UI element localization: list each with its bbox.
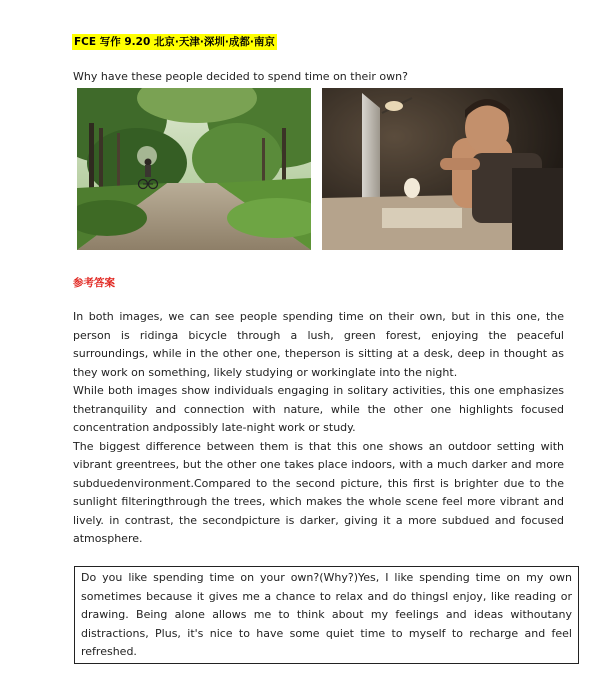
answer-body	[73, 308, 564, 549]
reference-answer-label: 参考答案	[73, 277, 115, 289]
boxed-answer: Do you like spending time on your own?(Why?)Yes, I like spending time on my own sometimes because it gives me a chance to relax and do thingsl enjoy, like reading or drawing. Being alone allows me to think about my feelings and ideas withoutany distractions, Plus, it's nice to have some quiet time to myself to recharge and feel refreshed.	[74, 566, 579, 664]
paragraph: In both images, we can see people spending time on their own, but in this one, the person is ridinga bicycle through a lush, green forest, enjoying the peaceful surroundings, while in the other one, theperson is sitting at a desk, deep in thought as they work on something, likely studying or workinglate into the night.	[73, 310, 564, 379]
paragraph: While both images show individuals engaging in solitary activities, this one emphasizes thetranquility and connection with nature, while the other one highlights focused concentration andpossibly late-night work or study.	[73, 384, 564, 434]
man-at-desk-photo	[322, 88, 563, 250]
question-text: Why have these people decided to spend time on their own?	[73, 70, 408, 83]
paragraph: The biggest difference between them is that this one shows an outdoor setting with vibrant greentrees, but the other one takes place indoors, with a much darker and more subduedenvironment.Compared to the second picture, this first is brighter due to the sunlight filteringthrough the trees, which makes the whole scene feel more vibrant and lively. in contrast, the secondpicture is darker, giving it a more subdued and focused atmosphere.	[73, 439, 564, 545]
forest-cyclist-photo	[77, 88, 311, 250]
document-title: FCE 写作 9.20 北京·天津·深圳·成都·南京	[74, 36, 275, 48]
